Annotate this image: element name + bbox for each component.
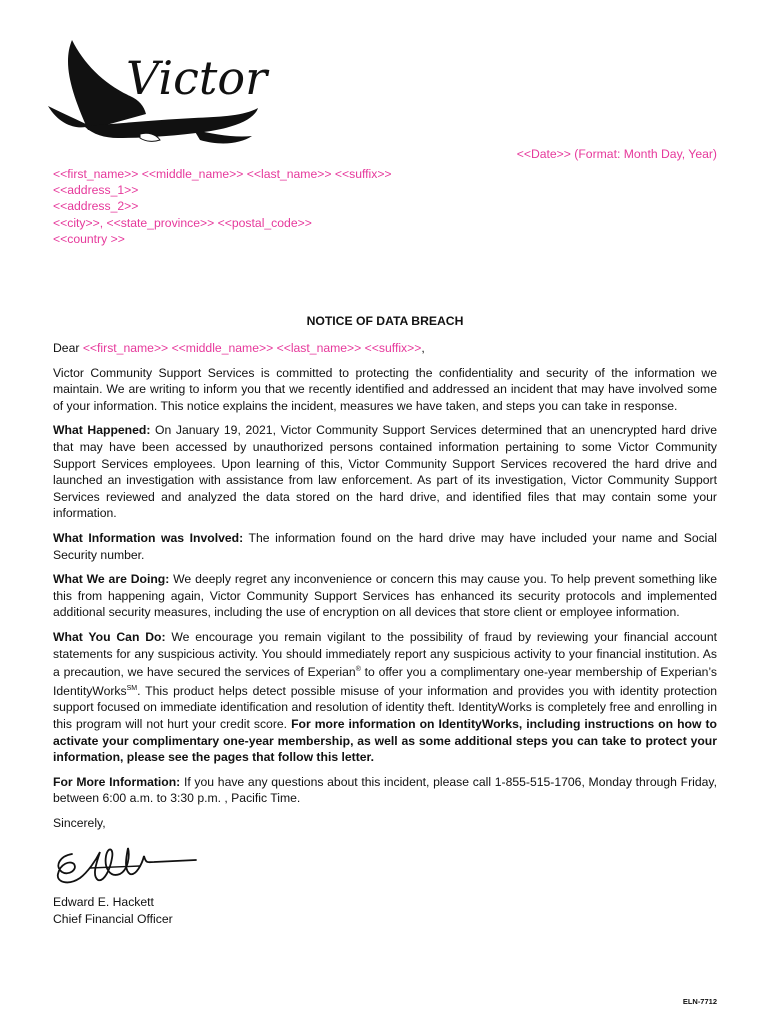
what-happened-paragraph bbox=[53, 422, 717, 522]
victor-eagle-logo bbox=[44, 34, 274, 152]
salutation-name: <<first_name>> <<middle_name>> <<last_name>> <<suffix>> bbox=[82, 341, 422, 355]
address-line-2: <<address_2>> bbox=[53, 199, 139, 214]
salutation-comma: , bbox=[421, 341, 425, 355]
what-happened-label: What Happened: bbox=[53, 423, 151, 438]
what-information-paragraph bbox=[53, 530, 717, 563]
what-you-can-do-text-2: to offer you a complimentary one-year membership of Experian’s IdentityWorks bbox=[53, 665, 717, 698]
document-code: ELN-7712 bbox=[682, 997, 717, 1006]
date-line: <<Date>> (Format: Month Day, Year) bbox=[516, 147, 717, 161]
what-we-are-doing-paragraph bbox=[53, 571, 717, 621]
what-you-can-do-paragraph bbox=[53, 629, 717, 766]
more-info-text: If you have any questions about this incident, please call 1-855-515-1706, Monday through Friday, between 6:00 a.m. to 3:30 p.m. , Pacific Time. bbox=[53, 774, 717, 806]
what-we-are-doing-text: We deeply regret any inconvenience or concern this may cause you. To help prevent something like this from happening again, Victor Community Support Services has enhanced its security protocols and implemented additional security measures, including the use of encryption on all devices that store client or employee information. bbox=[53, 572, 717, 620]
signer-block bbox=[53, 894, 173, 927]
address-line-1: <<address_1>> bbox=[53, 183, 139, 198]
salutation-prefix: Dear bbox=[53, 341, 83, 355]
closing: Sincerely, bbox=[53, 815, 106, 830]
what-information-text: The information found on the hard drive may have included your name and Social Security number. bbox=[53, 530, 717, 562]
what-you-can-do-text-3: . This product helps detect possible misuse of your information and provides you with identity protection support focused on immediate identification and resolution of identity theft. IdentityWorks is completely free and enrolling in this program will not hurt your credit score. bbox=[53, 683, 717, 731]
service-mark: SM bbox=[126, 684, 138, 692]
intro-paragraph: Victor Community Support Services is committed to protecting the confidentiality and security of the information we maintain. We are writing to inform you that we recently identified and addressed an incident that may have involved some of your information. This notice explains the incident, measures we have taken, and steps you can take in response. bbox=[53, 365, 717, 413]
address-line-city: <<city>>, <<state_province>> <<postal_code>> bbox=[53, 215, 312, 230]
logo-wordmark: Victor bbox=[126, 51, 268, 105]
letter-body bbox=[53, 340, 717, 840]
salutation bbox=[53, 340, 717, 357]
what-information-label: What Information was Involved: bbox=[53, 530, 244, 545]
letter-title: NOTICE OF DATA BREACH bbox=[306, 314, 464, 328]
what-you-can-do-label: What You Can Do: bbox=[53, 629, 166, 644]
what-you-can-do-bold-text: For more information on IdentityWorks, including instructions on how to activate your complimentary one-year membership, as well as some additional steps you can take to protect your information, please see the pages that follow this letter. bbox=[53, 717, 717, 765]
address-line-country: <<country >> bbox=[53, 231, 125, 246]
more-info-paragraph bbox=[53, 774, 717, 807]
what-you-can-do-text-1: We encourage you remain vigilant to the possibility of fraud by reviewing your financial account statements for any suspicious activity. You should immediately report any suspicious activity to your financial institution. As a precaution, we have secured the services of Experian bbox=[53, 629, 717, 680]
more-info-label: For More Information: bbox=[53, 774, 181, 789]
eagle-tail-feathers bbox=[194, 130, 252, 143]
handwritten-signature bbox=[50, 834, 200, 890]
registered-mark: ® bbox=[355, 666, 361, 674]
address-line-name: <<first_name>> <<middle_name>> <<last_name>> <<suffix>> bbox=[53, 167, 392, 181]
recipient-address-block bbox=[53, 166, 392, 247]
signer-title: Chief Financial Officer bbox=[53, 911, 173, 926]
what-we-are-doing-label: What We are Doing: bbox=[53, 572, 170, 587]
what-happened-text: On January 19, 2021, Victor Community Support Services determined that an unencrypted hard drive that may have been accessed by unauthorized persons contained information pertaining to some Victor Community Support Services employees. Upon learning of this, Victor Community Support Services recovered the hard drive and launched an investigation with assistance from law enforcement. As part of its investigation, Victor Community Support Services reviewed and analyzed the data stored on the hard drive, and identified files that may contain some your information. bbox=[53, 423, 717, 521]
signer-name: Edward E. Hackett bbox=[53, 895, 154, 909]
